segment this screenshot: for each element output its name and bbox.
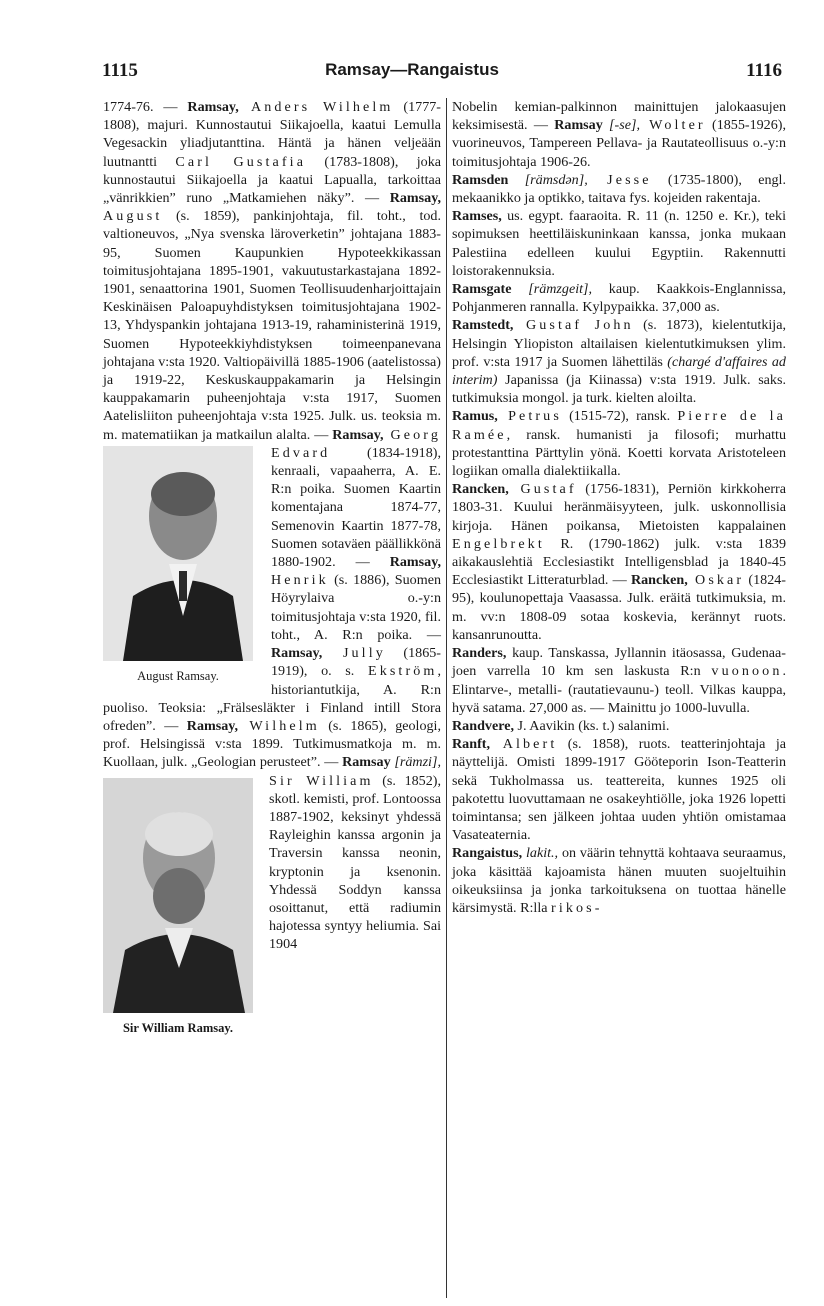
entry-randvere: Randvere, J. Aavikin (ks. t.) salanimi. [452, 717, 670, 734]
entry-ramsay-wolter: Nobelin kemian-palkinnon mainittujen jalokaasujen keksimisestä. — Ramsay [-se], Wolter (1855-1926), vuorineuvos, Tampereen Pellava- ja Rautateollisuus o.-y:n toimitusjohtaja 1906-26. [452, 99, 786, 170]
entry-ramsden: Ramsden [rämsdən], Jesse (1735-1800), engl. mekaanikko ja optikko, taitava fys. kojeiden rakentaja. [452, 171, 786, 207]
entry-rangaistus: Rangaistus, lakit., on väärin tehnyttä kohtaava seuraamus, joka käsittää kajoamista hänen muuten suojeltuihin oikeuksiinsa ja jonka tarkoituksena on tuottaa hänelle kärsimystä. R:lla rikos- [452, 845, 786, 916]
entry-rancken-gustaf: Rancken, Gustaf (1756-1831), Perniön kirkkoherra 1803-31. Kuului heränmäisyyteen, julk. uskonnollisia kirjoja. Hänen poikansa, Mietoisten kappalainen Engelbrekt R. (1790-1862) julk. v:sta 1839 aikakauslehtiä Ecclesiastikt Intelligensblad ja 1840-45 Ecclesiastikt Litteraturblad. — Rancken, Oskar (1824-95), koulunopettaja Vaasassa. Julk. eräitä tutkimuksia, m. m. vv:n 1808-09 sotaa koskevia, kerännyt ruots. kansanrunoutta. [452, 481, 787, 643]
figure-sir-william-ramsay [103, 778, 261, 1037]
left-column [103, 98, 441, 1039]
page-number-left: 1115 [102, 60, 138, 81]
entry-randers: Randers, kaup. Tanskassa, Jyllannin itäosassa, Gudenaa-joen varrella 10 km sen laskusta R:n vuonoon. Elintarve-, metalli- (rautatievaunu-) teoll. Vilkas kauppa, hyvä satama. 27,000 as. — Mainittu jo 1000-luvulla. [452, 645, 786, 716]
running-title: Ramsay—Rangaistus [325, 60, 499, 79]
entry-ramstedt: Ramstedt, Gustaf John (s. 1873), kielentutkija, Helsingin Yliopiston altailaisen kielentutkimuksen ylim. prof. v:sta 1917 ja Suomen lähettiläs (chargé d'affaires ad interim) Japanissa (ja Kiinassa) v:sta 1919. Julk. saks. tutkimuksia mongol. ja turk. kielten aloilta. [452, 317, 786, 407]
right-column [452, 98, 786, 917]
page-number-right: 1116 [746, 60, 782, 81]
entry-ramsay-anders: 1774-76. — Ramsay, Anders Wilhelm (1777-1808), majuri. Kunnostautui Siikajoella, kaatui Lemulla Vegesackin yliadjutanttina. Häntä ja hänen veljeään luutnantti Carl Gustafia (1783-1808), joka kunnostautui Siikajoella ja kaatui Lapualla, tarkoittaa „vänrikkien” runo „Matkamiehen näky”. — Ramsay, August (s. 1859), pankinjohtaja, fil. toht., tod. valtioneuvos, „Nya svenska läroverketin” johtajana 1883-95, Suomen Kaupunkien Hypoteekkikassan toimitusjohtajana 1895-1901, vakuutustarkastajana 1892-1901, senaattorina 1901, Suomen Teollisuudenharjoittajain Keskinäisen Paloapuyhdistyksen toimitusjohtajana 1902-13, Yhdyspankin johtajana 1913-19, rahaministerinä 1919, Suomen Hypoteekkiyhdistyksen toimeenpanevana johtajana v:sta 1920. Valtiopäivillä 1885-1906 (aatelistossa) ja 1919-22, Keskuskauppakamarin ja Helsingin kauppakamarin puheenjohtaja v:sta 1917, Suomen Aatelisliiton puheenjohtaja v:sta 1925. Julk. us. teoksia m. m. matematiikan ja matkailun alalta. — August Ramsay. Ramsay, Georg Edvard (1834-1918), kenraali, vapaaherra, A. E. R:n poika. Suomen Kaartin komentajana 1874-77, Semenovin Kaartin 1877-78, Suomen sotaväen päällikkönä 1880-1902. — Ramsay, Henrik (s. 1886), Suomen Höyrylaiva o.-y:n toimitusjohtaja v:sta 1920, fil. toht., A. R:n poika. — Ramsay, Jully (1865-1919), o. s. Ekström, historiantutkija, A. R:n puoliso. Teoksia: „Frälsesläkter i Finland intill Stora ofreden”. — Ramsay, Wilhelm (s. 1865), geologi, prof. Helsingissä v:sta 1899. Tutkimusmatkoja m. m. Kuollaan, julk. „Geologian perusteet”. — Sir William Ramsay. Ramsay [rämzi], Sir William (s. 1852), skotl. kemisti, prof. Lontoossa 1887-1902, keksinyt yhdessä Rayleighin kanssa argonin ja Traversin kanssa neonin, kryptonin ja ksenonin. Yhdessä Soddyn kanssa osoittanut, että radiumin hajotessa syntyy heliumia. Sai 1904 [103, 98, 441, 954]
entry-ramus: Ramus, Petrus (1515-72), ransk. Pierre de la Ramée, ransk. humanisti ja filosofi; murhattu protestanttina Pärttylin yönä. Koetti korvata Aristoteleen logiikan omalla dialektiikalla. [452, 408, 786, 480]
portrait-photo-icon [103, 778, 253, 1013]
caption-sir-william-ramsay: Sir William Ramsay. [122, 1020, 234, 1035]
caption-august-ramsay: August Ramsay. [137, 668, 219, 683]
entry-ramses: Ramses, us. egypt. faaraoita. R. 11 (n. 1250 e. Kr.), teki sopimuksen heettiläiskuninkaan kanssa, jonka mukaan Palestiina edelleen kuului Egyptiin. Rakennutti loistorakennuksia. [452, 208, 786, 279]
column-divider [446, 98, 447, 1298]
figure-august-ramsay [103, 446, 263, 685]
portrait-photo-icon [103, 446, 253, 661]
page-header [0, 60, 824, 88]
entry-ranft: Ranft, Albert (s. 1858), ruots. teatterinjohtaja ja näyttelijä. Omisti 1899-1917 Gööteporin Ison-Teatterin sekä Tukholmassa us. teattereita, kunnes 1925 oli pakotettu luovuttamaan ne osakeyhtiölle, joka 1926 lopetti toimintansa; sen jälkeen johtaa uuden yhtiön omistamaa Vasateaternia. [452, 736, 786, 844]
entry-ramsgate: Ramsgate [rämzgeit], kaup. Kaakkois-Englannissa, Pohjanmeren rannalla. Kylpypaikka. 37,000 as. [452, 281, 786, 316]
